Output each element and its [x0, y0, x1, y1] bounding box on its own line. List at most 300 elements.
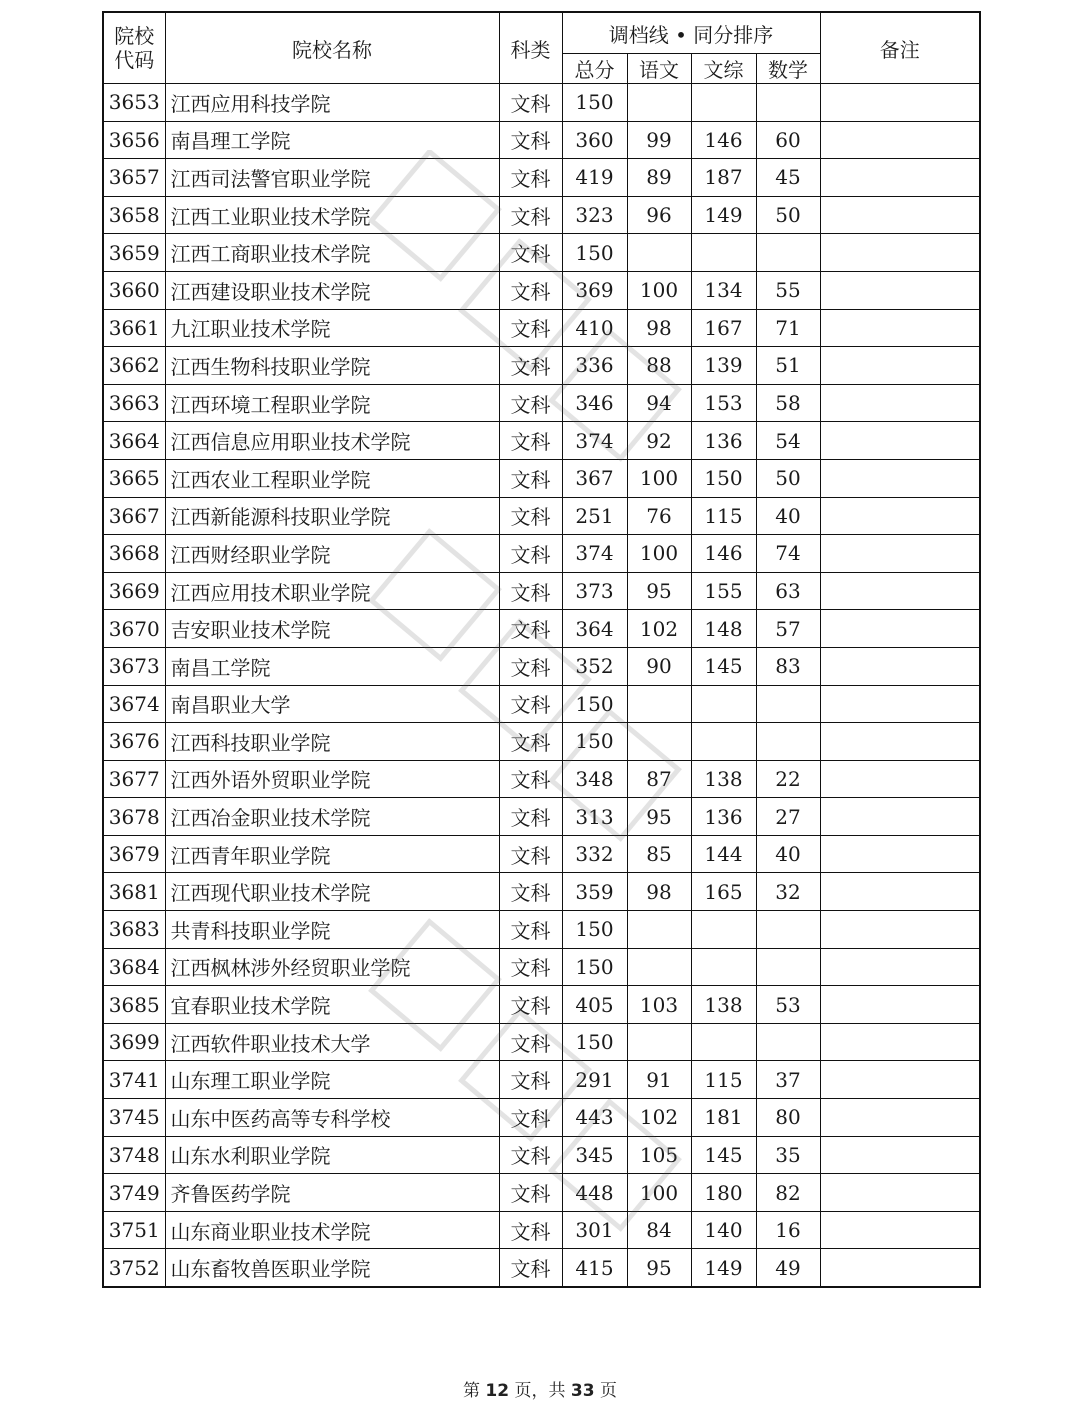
- header-total: 总分: [562, 54, 627, 84]
- cell-wenzong: 146: [691, 121, 756, 159]
- cell-name: 江西外语外贸职业学院: [165, 760, 499, 798]
- table-row: [103, 459, 980, 497]
- cell-code: 3676: [103, 723, 165, 761]
- table-row: [103, 121, 980, 159]
- cell-name: 江西司法警官职业学院: [165, 159, 499, 197]
- cell-total: 150: [562, 84, 627, 122]
- table-row: [103, 196, 980, 234]
- cell-category: 文科: [499, 84, 562, 122]
- cell-name: 九江职业技术学院: [165, 309, 499, 347]
- cell-code: 3657: [103, 159, 165, 197]
- cell-total: 352: [562, 647, 627, 685]
- table-row: [103, 1136, 980, 1174]
- cell-wenzong: 150: [691, 459, 756, 497]
- table-row: [103, 610, 980, 648]
- footer-page-number: 12: [485, 1381, 510, 1401]
- cell-wenzong: 144: [691, 835, 756, 873]
- cell-yuwen: [627, 948, 691, 986]
- cell-code: 3661: [103, 309, 165, 347]
- cell-total: 374: [562, 535, 627, 573]
- cell-yuwen: 95: [627, 1249, 691, 1287]
- cell-note: [820, 309, 980, 347]
- cell-wenzong: [691, 911, 756, 949]
- table-row: [103, 1061, 980, 1099]
- cell-name: 江西新能源科技职业学院: [165, 497, 499, 535]
- table-row: [103, 760, 980, 798]
- cell-wenzong: [691, 84, 756, 122]
- cell-total: 345: [562, 1136, 627, 1174]
- cell-code: 3664: [103, 422, 165, 460]
- cell-code: 3677: [103, 760, 165, 798]
- cell-category: 文科: [499, 948, 562, 986]
- footer-suffix: 页: [599, 1381, 617, 1401]
- cell-category: 文科: [499, 835, 562, 873]
- cell-total: 323: [562, 196, 627, 234]
- cell-wenzong: 145: [691, 1136, 756, 1174]
- cell-shuxue: 37: [756, 1061, 820, 1099]
- table-row: [103, 309, 980, 347]
- cell-name: 南昌职业大学: [165, 685, 499, 723]
- cell-name: 南昌理工学院: [165, 121, 499, 159]
- cell-name: 江西冶金职业技术学院: [165, 798, 499, 836]
- table-row: [103, 572, 980, 610]
- cell-code: 3699: [103, 1023, 165, 1061]
- cell-yuwen: 99: [627, 121, 691, 159]
- cell-note: [820, 1249, 980, 1287]
- cell-category: 文科: [499, 873, 562, 911]
- table-row: [103, 911, 980, 949]
- cell-shuxue: 50: [756, 196, 820, 234]
- cell-total: 415: [562, 1249, 627, 1287]
- cell-note: [820, 948, 980, 986]
- cell-category: 文科: [499, 1061, 562, 1099]
- cell-wenzong: [691, 685, 756, 723]
- cell-wenzong: 140: [691, 1211, 756, 1249]
- cell-yuwen: 85: [627, 835, 691, 873]
- cell-note: [820, 760, 980, 798]
- cell-yuwen: 95: [627, 798, 691, 836]
- cell-note: [820, 1211, 980, 1249]
- cell-wenzong: 181: [691, 1099, 756, 1137]
- footer-total-pages: 33: [570, 1381, 595, 1401]
- cell-wenzong: 138: [691, 760, 756, 798]
- cell-category: 文科: [499, 1249, 562, 1287]
- cell-wenzong: 136: [691, 422, 756, 460]
- table-row: [103, 347, 980, 385]
- cell-name: 宜春职业技术学院: [165, 986, 499, 1024]
- cell-wenzong: 167: [691, 309, 756, 347]
- cell-shuxue: 50: [756, 459, 820, 497]
- cell-yuwen: 105: [627, 1136, 691, 1174]
- cell-category: 文科: [499, 497, 562, 535]
- cell-code: 3662: [103, 347, 165, 385]
- cell-name: 江西财经职业学院: [165, 535, 499, 573]
- cell-code: 3663: [103, 384, 165, 422]
- cell-total: 150: [562, 948, 627, 986]
- cell-yuwen: 95: [627, 572, 691, 610]
- table-row: [103, 647, 980, 685]
- cell-total: 410: [562, 309, 627, 347]
- cell-shuxue: 83: [756, 647, 820, 685]
- table-row: [103, 685, 980, 723]
- cell-yuwen: [627, 1023, 691, 1061]
- header-code-line1: 院校: [114, 24, 155, 48]
- cell-code: 3674: [103, 685, 165, 723]
- cell-category: 文科: [499, 1023, 562, 1061]
- cell-name: 江西生物科技职业学院: [165, 347, 499, 385]
- cell-note: [820, 234, 980, 272]
- cell-total: 360: [562, 121, 627, 159]
- table-row: [103, 497, 980, 535]
- cell-yuwen: 98: [627, 309, 691, 347]
- cell-wenzong: [691, 723, 756, 761]
- cell-shuxue: 57: [756, 610, 820, 648]
- cell-total: 251: [562, 497, 627, 535]
- cell-shuxue: [756, 234, 820, 272]
- cell-code: 3685: [103, 986, 165, 1024]
- cell-note: [820, 610, 980, 648]
- cell-shuxue: 63: [756, 572, 820, 610]
- cell-total: 150: [562, 723, 627, 761]
- cell-wenzong: [691, 234, 756, 272]
- cell-code: 3749: [103, 1174, 165, 1212]
- cell-category: 文科: [499, 760, 562, 798]
- cell-note: [820, 535, 980, 573]
- cell-name: 吉安职业技术学院: [165, 610, 499, 648]
- cell-note: [820, 1174, 980, 1212]
- header-wenzong: 文综: [691, 54, 756, 84]
- cell-shuxue: 40: [756, 497, 820, 535]
- cell-code: 3684: [103, 948, 165, 986]
- cell-category: 文科: [499, 911, 562, 949]
- cell-code: 3653: [103, 84, 165, 122]
- cell-note: [820, 572, 980, 610]
- cell-shuxue: 49: [756, 1249, 820, 1287]
- cell-name: 山东理工职业学院: [165, 1061, 499, 1099]
- cell-shuxue: [756, 685, 820, 723]
- cell-wenzong: 134: [691, 271, 756, 309]
- cell-category: 文科: [499, 1099, 562, 1137]
- table-row: [103, 271, 980, 309]
- table-row: [103, 535, 980, 573]
- cell-category: 文科: [499, 572, 562, 610]
- cell-category: 文科: [499, 384, 562, 422]
- table-row: [103, 798, 980, 836]
- cell-shuxue: 27: [756, 798, 820, 836]
- cell-name: 江西科技职业学院: [165, 723, 499, 761]
- admission-score-table: [102, 11, 981, 1288]
- cell-yuwen: 88: [627, 347, 691, 385]
- cell-yuwen: 100: [627, 271, 691, 309]
- cell-yuwen: 90: [627, 647, 691, 685]
- table-row: [103, 234, 980, 272]
- cell-yuwen: 100: [627, 535, 691, 573]
- cell-category: 文科: [499, 271, 562, 309]
- cell-shuxue: 80: [756, 1099, 820, 1137]
- cell-note: [820, 384, 980, 422]
- cell-shuxue: 74: [756, 535, 820, 573]
- cell-category: 文科: [499, 798, 562, 836]
- cell-category: 文科: [499, 986, 562, 1024]
- cell-category: 文科: [499, 347, 562, 385]
- cell-yuwen: 94: [627, 384, 691, 422]
- cell-shuxue: 55: [756, 271, 820, 309]
- cell-name: 江西软件职业技术大学: [165, 1023, 499, 1061]
- cell-note: [820, 1099, 980, 1137]
- cell-code: 3745: [103, 1099, 165, 1137]
- cell-name: 江西工商职业技术学院: [165, 234, 499, 272]
- cell-yuwen: [627, 234, 691, 272]
- header-code-line2: 代码: [114, 48, 155, 72]
- cell-note: [820, 873, 980, 911]
- cell-shuxue: 54: [756, 422, 820, 460]
- table-row: [103, 1023, 980, 1061]
- cell-total: 150: [562, 911, 627, 949]
- cell-name: 江西应用技术职业学院: [165, 572, 499, 610]
- cell-wenzong: 149: [691, 196, 756, 234]
- cell-name: 江西应用科技学院: [165, 84, 499, 122]
- cell-category: 文科: [499, 535, 562, 573]
- header-yuwen: 语文: [627, 54, 691, 84]
- cell-code: 3681: [103, 873, 165, 911]
- cell-wenzong: [691, 948, 756, 986]
- cell-code: 3748: [103, 1136, 165, 1174]
- cell-yuwen: 84: [627, 1211, 691, 1249]
- cell-shuxue: 32: [756, 873, 820, 911]
- cell-yuwen: 98: [627, 873, 691, 911]
- header-category: 科类: [499, 12, 562, 84]
- cell-code: 3667: [103, 497, 165, 535]
- cell-note: [820, 196, 980, 234]
- cell-name: 江西农业工程职业学院: [165, 459, 499, 497]
- cell-shuxue: 51: [756, 347, 820, 385]
- cell-code: 3752: [103, 1249, 165, 1287]
- cell-yuwen: 89: [627, 159, 691, 197]
- cell-wenzong: 148: [691, 610, 756, 648]
- cell-yuwen: 102: [627, 610, 691, 648]
- cell-category: 文科: [499, 685, 562, 723]
- table-row: [103, 723, 980, 761]
- cell-yuwen: [627, 84, 691, 122]
- cell-code: 3678: [103, 798, 165, 836]
- cell-note: [820, 121, 980, 159]
- cell-code: 3659: [103, 234, 165, 272]
- cell-wenzong: 145: [691, 647, 756, 685]
- cell-total: 346: [562, 384, 627, 422]
- cell-code: 3665: [103, 459, 165, 497]
- table-row: [103, 1249, 980, 1287]
- cell-category: 文科: [499, 723, 562, 761]
- table-row: [103, 835, 980, 873]
- cell-total: 150: [562, 685, 627, 723]
- cell-category: 文科: [499, 1174, 562, 1212]
- cell-category: 文科: [499, 234, 562, 272]
- cell-code: 3751: [103, 1211, 165, 1249]
- cell-total: 150: [562, 234, 627, 272]
- cell-category: 文科: [499, 196, 562, 234]
- cell-yuwen: [627, 911, 691, 949]
- cell-code: 3679: [103, 835, 165, 873]
- cell-shuxue: 58: [756, 384, 820, 422]
- cell-wenzong: 146: [691, 535, 756, 573]
- cell-total: 419: [562, 159, 627, 197]
- cell-wenzong: [691, 1023, 756, 1061]
- page-footer: [0, 1376, 1080, 1401]
- cell-yuwen: 87: [627, 760, 691, 798]
- cell-total: 301: [562, 1211, 627, 1249]
- cell-name: 山东中医药高等专科学校: [165, 1099, 499, 1137]
- cell-category: 文科: [499, 459, 562, 497]
- cell-wenzong: 115: [691, 497, 756, 535]
- header-score-group: 调档线 • 同分排序: [562, 12, 820, 54]
- cell-shuxue: 60: [756, 121, 820, 159]
- cell-shuxue: 22: [756, 760, 820, 798]
- cell-code: 3670: [103, 610, 165, 648]
- cell-category: 文科: [499, 121, 562, 159]
- table-row: [103, 948, 980, 986]
- cell-shuxue: [756, 911, 820, 949]
- cell-total: 359: [562, 873, 627, 911]
- cell-name: 江西现代职业技术学院: [165, 873, 499, 911]
- cell-yuwen: 91: [627, 1061, 691, 1099]
- cell-note: [820, 1023, 980, 1061]
- cell-name: 山东商业职业技术学院: [165, 1211, 499, 1249]
- cell-category: 文科: [499, 1136, 562, 1174]
- header-shuxue: 数学: [756, 54, 820, 84]
- cell-shuxue: 16: [756, 1211, 820, 1249]
- cell-name: 江西环境工程职业学院: [165, 384, 499, 422]
- cell-shuxue: [756, 1023, 820, 1061]
- table-row: [103, 1099, 980, 1137]
- cell-note: [820, 84, 980, 122]
- cell-shuxue: [756, 723, 820, 761]
- cell-code: 3658: [103, 196, 165, 234]
- footer-middle: 页，共: [514, 1381, 566, 1401]
- cell-shuxue: 53: [756, 986, 820, 1024]
- cell-wenzong: 139: [691, 347, 756, 385]
- cell-name: 山东畜牧兽医职业学院: [165, 1249, 499, 1287]
- cell-wenzong: 138: [691, 986, 756, 1024]
- table-row: [103, 384, 980, 422]
- cell-yuwen: [627, 723, 691, 761]
- cell-wenzong: 180: [691, 1174, 756, 1212]
- cell-name: 江西信息应用职业技术学院: [165, 422, 499, 460]
- cell-total: 374: [562, 422, 627, 460]
- cell-total: 405: [562, 986, 627, 1024]
- cell-total: 313: [562, 798, 627, 836]
- table-body: [103, 84, 980, 1288]
- cell-note: [820, 685, 980, 723]
- cell-shuxue: 71: [756, 309, 820, 347]
- cell-note: [820, 647, 980, 685]
- cell-total: 348: [562, 760, 627, 798]
- cell-name: 共青科技职业学院: [165, 911, 499, 949]
- cell-yuwen: 100: [627, 459, 691, 497]
- cell-name: 江西工业职业技术学院: [165, 196, 499, 234]
- cell-category: 文科: [499, 647, 562, 685]
- cell-shuxue: [756, 84, 820, 122]
- cell-total: 336: [562, 347, 627, 385]
- cell-total: 291: [562, 1061, 627, 1099]
- cell-name: 南昌工学院: [165, 647, 499, 685]
- cell-code: 3656: [103, 121, 165, 159]
- cell-shuxue: [756, 948, 820, 986]
- cell-note: [820, 1136, 980, 1174]
- table-row: [103, 873, 980, 911]
- cell-note: [820, 497, 980, 535]
- cell-name: 江西枫林涉外经贸职业学院: [165, 948, 499, 986]
- cell-wenzong: 165: [691, 873, 756, 911]
- cell-total: 367: [562, 459, 627, 497]
- cell-code: 3668: [103, 535, 165, 573]
- cell-note: [820, 986, 980, 1024]
- cell-yuwen: 103: [627, 986, 691, 1024]
- cell-note: [820, 271, 980, 309]
- cell-total: 332: [562, 835, 627, 873]
- cell-yuwen: 102: [627, 1099, 691, 1137]
- table-row: [103, 159, 980, 197]
- cell-total: 443: [562, 1099, 627, 1137]
- cell-yuwen: 92: [627, 422, 691, 460]
- cell-wenzong: 136: [691, 798, 756, 836]
- cell-code: 3741: [103, 1061, 165, 1099]
- cell-note: [820, 911, 980, 949]
- cell-wenzong: 115: [691, 1061, 756, 1099]
- cell-note: [820, 347, 980, 385]
- table-header: [103, 12, 980, 84]
- cell-shuxue: 35: [756, 1136, 820, 1174]
- cell-category: 文科: [499, 1211, 562, 1249]
- cell-note: [820, 159, 980, 197]
- header-code: [103, 12, 165, 84]
- cell-shuxue: 45: [756, 159, 820, 197]
- table-row: [103, 1211, 980, 1249]
- cell-total: 373: [562, 572, 627, 610]
- table-row: [103, 84, 980, 122]
- table-row: [103, 1174, 980, 1212]
- header-name: 院校名称: [165, 12, 499, 84]
- cell-total: 448: [562, 1174, 627, 1212]
- cell-total: 364: [562, 610, 627, 648]
- header-note: 备注: [820, 12, 980, 84]
- cell-wenzong: 187: [691, 159, 756, 197]
- cell-note: [820, 798, 980, 836]
- table-row: [103, 422, 980, 460]
- cell-code: 3683: [103, 911, 165, 949]
- cell-wenzong: 153: [691, 384, 756, 422]
- cell-category: 文科: [499, 309, 562, 347]
- cell-shuxue: 40: [756, 835, 820, 873]
- table-row: [103, 986, 980, 1024]
- cell-total: 150: [562, 1023, 627, 1061]
- cell-wenzong: 155: [691, 572, 756, 610]
- cell-code: 3673: [103, 647, 165, 685]
- cell-yuwen: 100: [627, 1174, 691, 1212]
- cell-note: [820, 459, 980, 497]
- cell-shuxue: 82: [756, 1174, 820, 1212]
- cell-wenzong: 149: [691, 1249, 756, 1287]
- cell-code: 3669: [103, 572, 165, 610]
- cell-name: 江西青年职业学院: [165, 835, 499, 873]
- cell-category: 文科: [499, 610, 562, 648]
- cell-category: 文科: [499, 422, 562, 460]
- cell-note: [820, 422, 980, 460]
- cell-yuwen: [627, 685, 691, 723]
- footer-prefix: 第: [463, 1381, 481, 1401]
- cell-category: 文科: [499, 159, 562, 197]
- cell-yuwen: 96: [627, 196, 691, 234]
- cell-note: [820, 1061, 980, 1099]
